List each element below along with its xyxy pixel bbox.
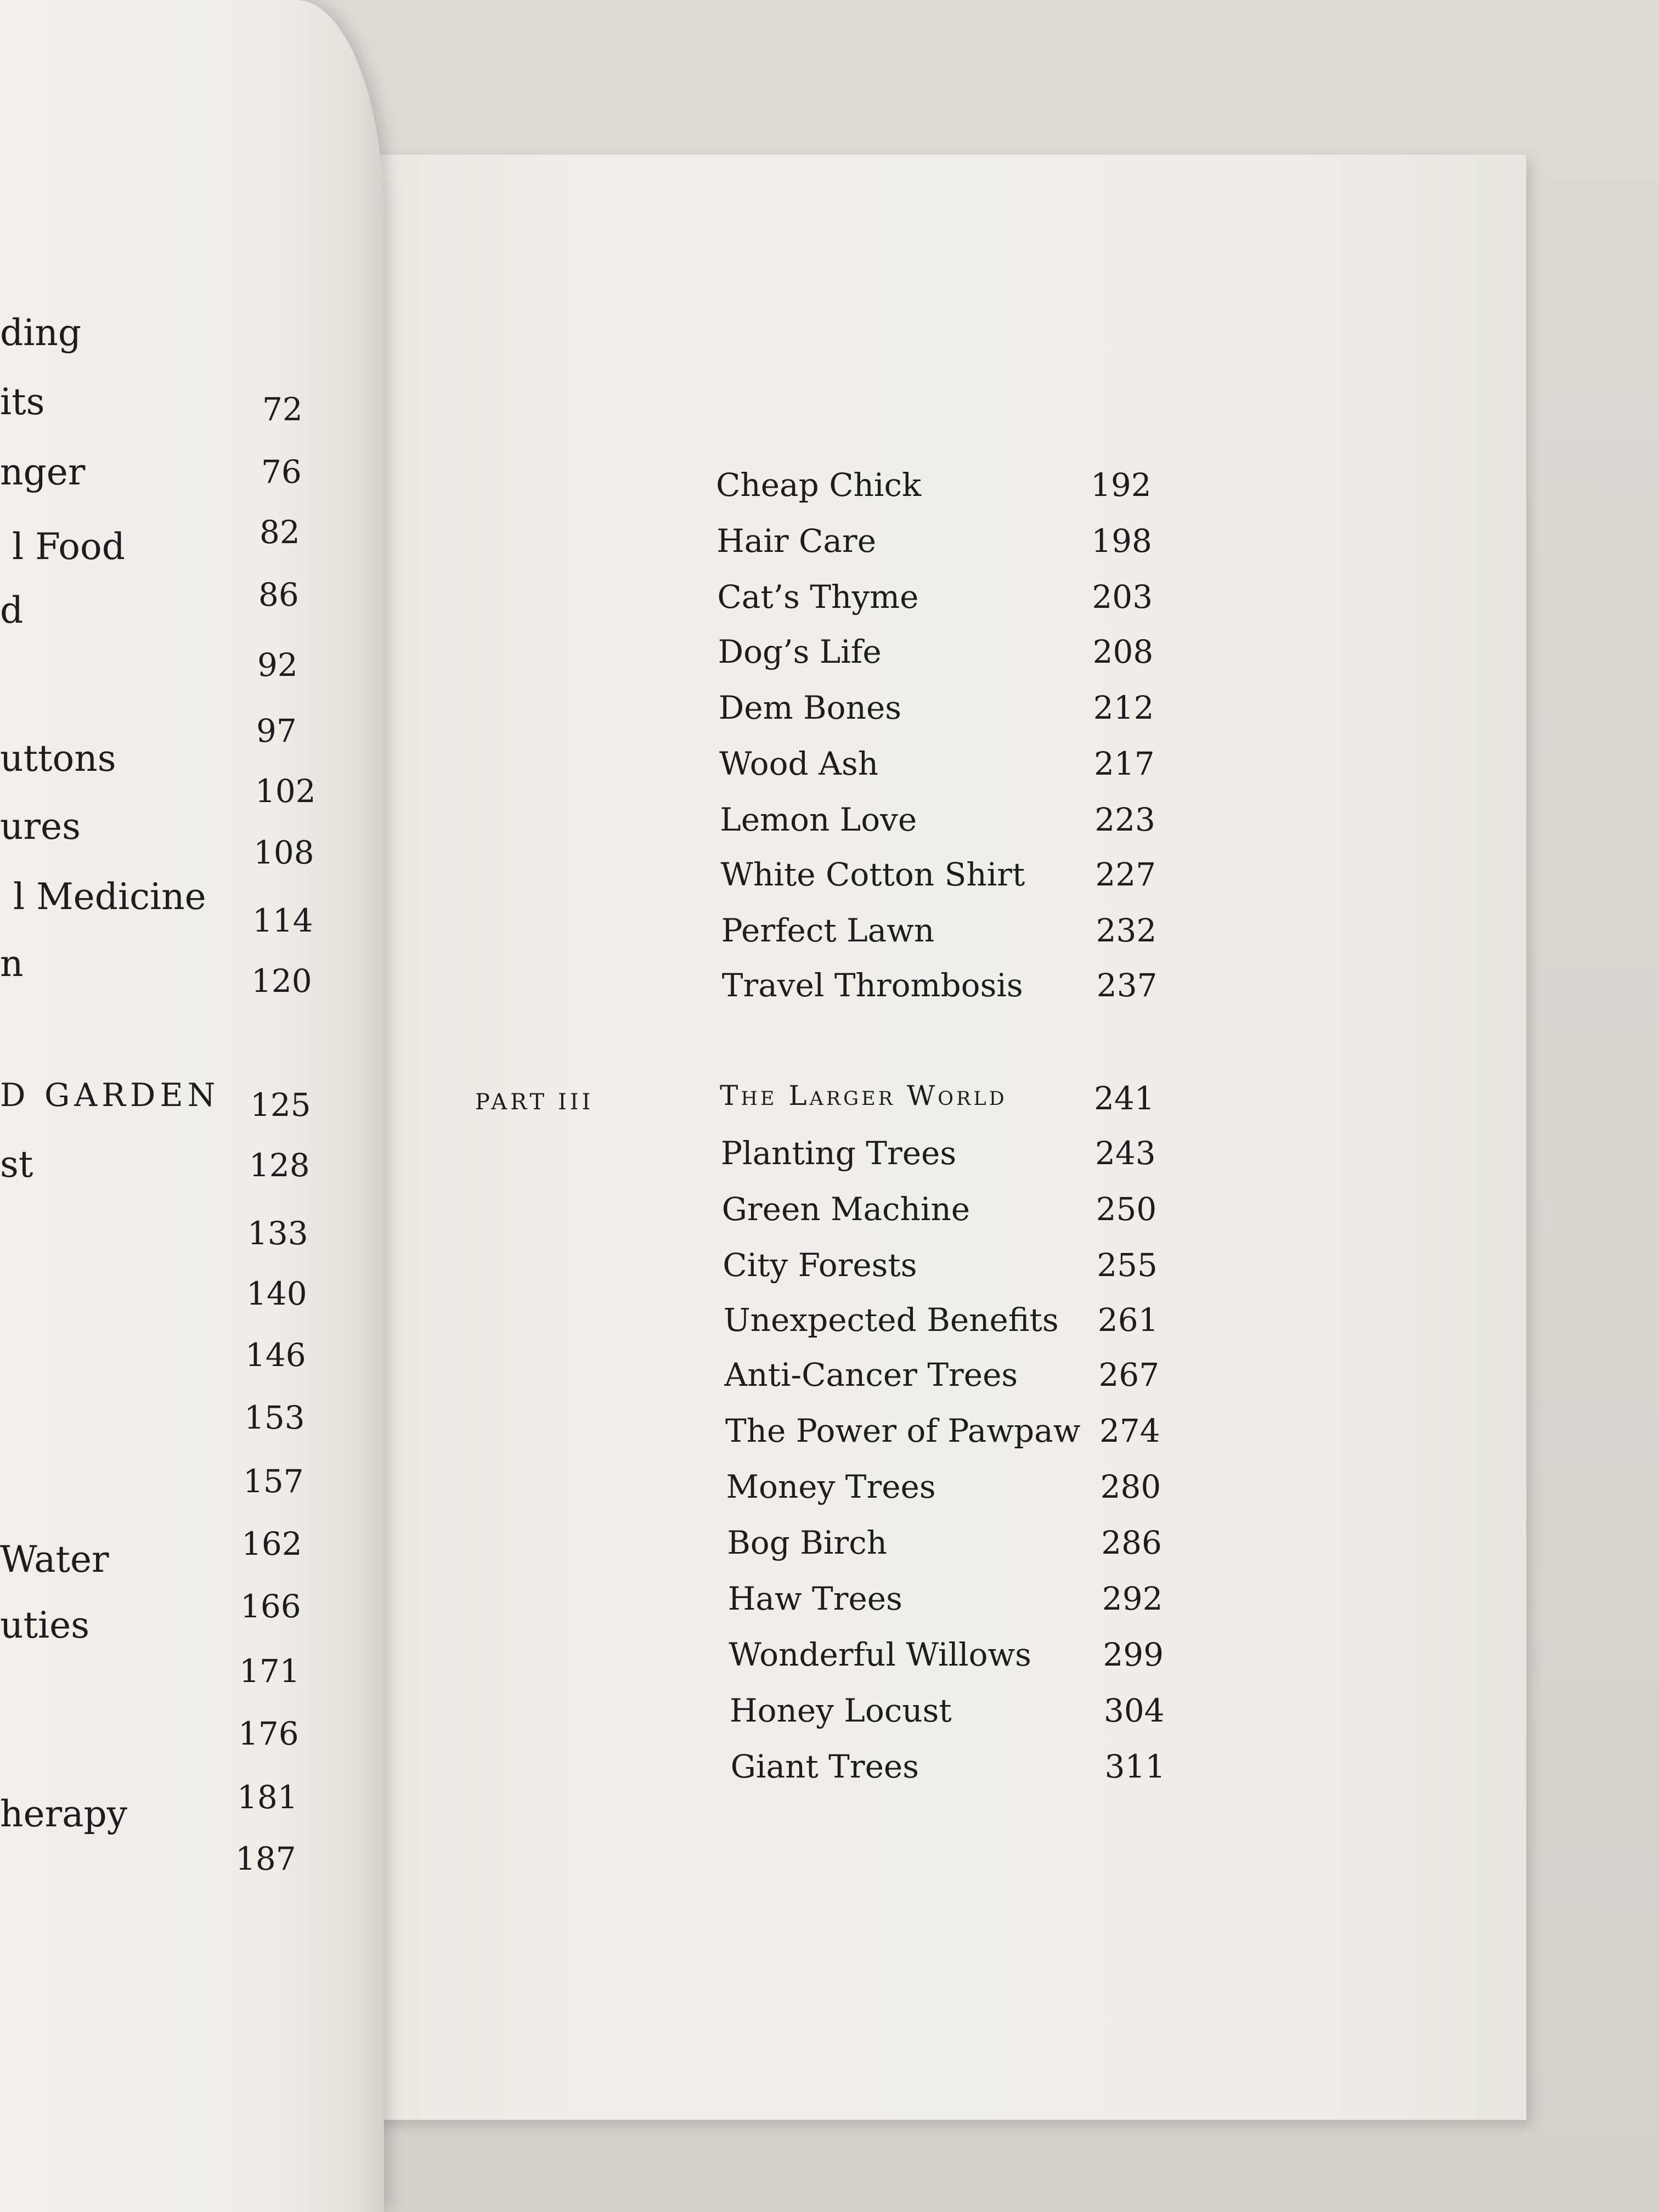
left-toc-entry-title: ding — [0, 312, 82, 354]
toc-entry-page: 227 — [1095, 856, 1156, 893]
toc-entry-page: 299 — [1103, 1636, 1164, 1673]
toc-entry-page: 212 — [1093, 689, 1154, 726]
toc-entry-page: 223 — [1094, 801, 1155, 838]
toc-entry-title: Anti-Cancer Trees — [724, 1356, 1018, 1393]
left-toc-entry-page: 146 — [245, 1336, 306, 1374]
left-toc-entry-title: its — [0, 381, 45, 423]
toc-entry-title: Lemon Love — [720, 801, 917, 838]
toc-entry-title: Wonderful Willows — [729, 1636, 1031, 1673]
toc-entry-page: 255 — [1097, 1246, 1158, 1284]
left-toc-entry-page: 72 — [262, 391, 303, 428]
part-title: The Larger World — [720, 1080, 1007, 1111]
toc-entry-title: The Power of Pawpaw — [725, 1412, 1081, 1449]
left-toc-entry-page: 86 — [258, 576, 299, 613]
left-toc-entry-page: 171 — [239, 1652, 300, 1690]
toc-entry-title: Dem Bones — [718, 689, 902, 726]
part-label: PART III — [475, 1090, 594, 1115]
left-toc-entry-page: 82 — [259, 514, 300, 551]
toc-entry-page: 250 — [1096, 1190, 1157, 1228]
toc-entry-title: Wood Ash — [719, 745, 879, 782]
toc-entry-page: 232 — [1096, 912, 1157, 949]
toc-entry-title: Cheap Chick — [716, 466, 922, 504]
toc-entry-page: 237 — [1096, 967, 1158, 1004]
left-toc-entry-page: 125 — [250, 1086, 311, 1124]
toc-entry-title: Unexpected Benefits — [723, 1301, 1059, 1339]
toc-entry-page: 261 — [1097, 1301, 1159, 1339]
left-toc-entry-title: st — [0, 1143, 33, 1186]
toc-entry-page: 286 — [1101, 1524, 1162, 1561]
left-toc-entry-page: 166 — [240, 1588, 301, 1625]
toc-entry-page: 243 — [1095, 1135, 1156, 1172]
toc-entry-title: Bog Birch — [727, 1524, 888, 1561]
toc-entry-page: 208 — [1092, 633, 1154, 670]
left-toc-entry-title: Water — [0, 1538, 109, 1581]
toc-entry-title: City Forests — [723, 1246, 917, 1284]
toc-entry-title: Haw Trees — [727, 1580, 902, 1617]
left-toc-entry-page: 133 — [247, 1215, 308, 1252]
toc-entry-page: 267 — [1098, 1356, 1160, 1393]
toc-entry-title: Travel Thrombosis — [721, 967, 1023, 1004]
left-toc-entry-page: 76 — [261, 453, 302, 490]
toc-entry-page: 274 — [1099, 1412, 1160, 1449]
left-toc-entry-title: uttons — [0, 737, 116, 780]
toc-entry-title: Dog’s Life — [718, 633, 882, 670]
toc-entry-page: 217 — [1094, 745, 1155, 782]
toc-entry-title: Giant Trees — [730, 1748, 919, 1785]
left-toc-entry-page: 97 — [256, 712, 297, 749]
left-toc-entry-page: 181 — [237, 1779, 298, 1816]
left-toc-entry-title: l Food — [12, 526, 125, 568]
toc-entry-title: Green Machine — [721, 1190, 970, 1228]
left-toc-entry-page: 114 — [252, 902, 313, 939]
left-toc-entry-page: 162 — [241, 1525, 302, 1562]
left-toc-entry-page: 176 — [238, 1715, 299, 1752]
toc-entry-title: Planting Trees — [721, 1135, 957, 1172]
left-toc-entry-title: uties — [0, 1604, 90, 1646]
left-toc-entry-page: 187 — [235, 1840, 296, 1877]
toc-entry-title: White Cotton Shirt — [720, 856, 1025, 893]
left-toc-entry-title: D GARDEN — [0, 1076, 220, 1114]
toc-entry-title: Honey Locust — [730, 1692, 952, 1729]
left-toc-entry-title: d — [0, 589, 24, 631]
left-toc-entry-title: nger — [0, 451, 86, 493]
left-toc-entry-page: 128 — [249, 1147, 310, 1184]
toc-entry-title: Money Trees — [726, 1468, 936, 1505]
toc-entry-title: Hair Care — [716, 522, 877, 560]
left-toc-entry-page: 157 — [243, 1463, 304, 1500]
part-page: 241 — [1094, 1080, 1155, 1117]
toc-entry-page: 203 — [1092, 578, 1153, 616]
left-toc-entry-page: 140 — [246, 1275, 307, 1312]
left-toc-entry-page: 102 — [255, 772, 316, 810]
toc-entry-page: 192 — [1091, 466, 1152, 504]
toc-entry-page: 280 — [1100, 1468, 1161, 1505]
toc-entry-page: 198 — [1091, 522, 1152, 560]
toc-entry-title: Perfect Lawn — [721, 912, 935, 949]
left-toc-entry-title: n — [0, 943, 24, 985]
toc-entry-page: 304 — [1104, 1692, 1165, 1729]
left-toc-entry-page: 153 — [244, 1399, 305, 1436]
left-toc-entry-page: 108 — [253, 834, 314, 871]
left-toc-entry-page: 92 — [257, 646, 298, 684]
left-toc-entry-page: 120 — [251, 962, 312, 1000]
toc-entry-title: Cat’s Thyme — [717, 578, 919, 616]
toc-entry-page: 311 — [1104, 1748, 1166, 1785]
toc-entry-page: 292 — [1102, 1580, 1163, 1617]
left-toc-entry-title: herapy — [0, 1793, 127, 1835]
left-toc-entry-title: ures — [0, 805, 81, 848]
left-toc-entry-title: l Medicine — [13, 876, 206, 918]
